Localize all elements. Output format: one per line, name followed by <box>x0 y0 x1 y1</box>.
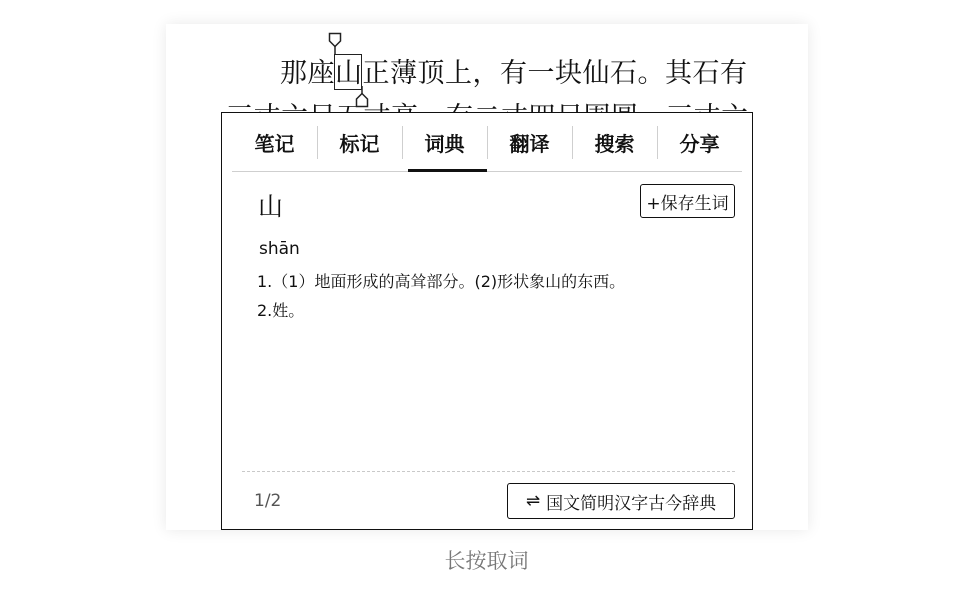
dictionary-headword: 山 <box>258 192 284 221</box>
tab-search[interactable]: 搜索 <box>572 113 657 171</box>
screen-caption: 长按取词 <box>444 549 529 573</box>
selection-start-handle[interactable] <box>328 32 342 54</box>
popup-tab-bar <box>232 113 742 172</box>
tab-mark[interactable]: 标记 <box>317 113 402 171</box>
save-word-button[interactable]: +保存生词 <box>640 184 735 218</box>
switch-dictionary-button[interactable] <box>507 483 735 519</box>
selection-end-handle[interactable] <box>355 86 369 108</box>
swap-arrows-icon: ⇌ <box>525 490 541 511</box>
tab-translate[interactable]: 翻译 <box>487 113 572 171</box>
dictionary-name-label: 国文简明汉字古今辞典 <box>546 493 717 514</box>
definition-item: 1.（1）地面形成的高耸部分。(2)形状象山的东西。 <box>257 272 626 291</box>
tab-share[interactable]: 分享 <box>657 113 742 171</box>
pinyin-text: shān <box>259 239 300 259</box>
tab-notes[interactable]: 笔记 <box>254 131 295 156</box>
book-text-line[interactable]: 那座山正薄顶上，有一块仙石。其石有 <box>280 58 748 89</box>
dashed-divider <box>242 471 735 472</box>
tab-dictionary[interactable]: 词典 <box>402 113 487 171</box>
page-indicator: 1/2 <box>254 491 282 511</box>
dictionary-popup <box>221 112 753 530</box>
definition-item: 2.姓。 <box>257 301 305 320</box>
